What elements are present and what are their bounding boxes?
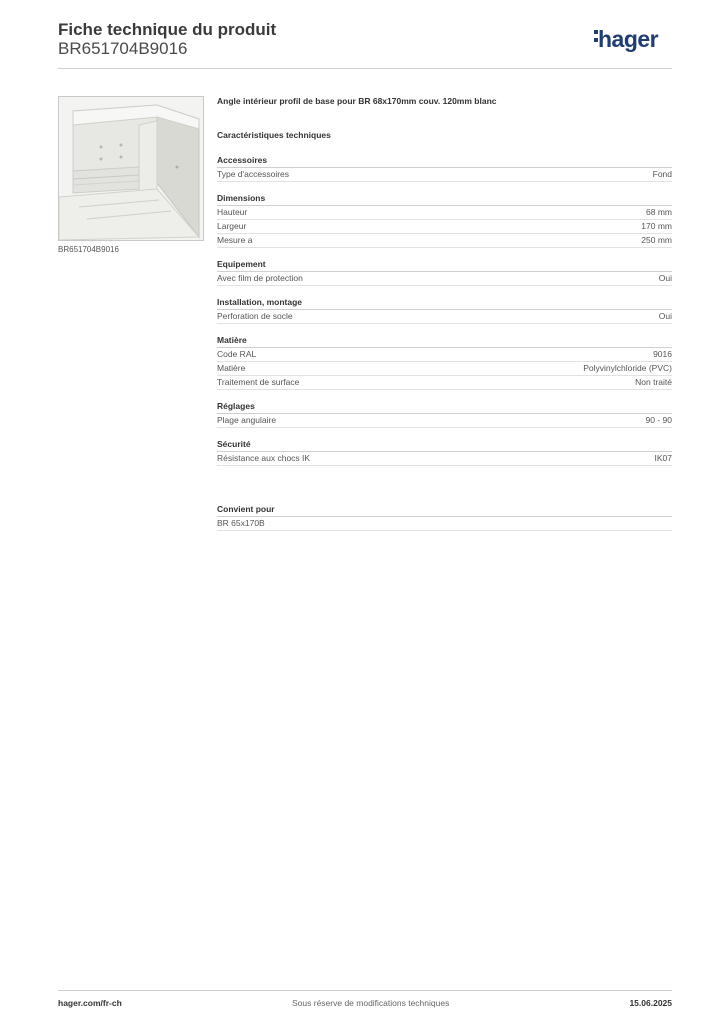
section-title: Sécurité	[217, 439, 672, 452]
footer-website-link[interactable]: hager.com/fr-ch	[58, 998, 122, 1008]
section-title: Réglages	[217, 401, 672, 414]
logo-text: hager	[598, 26, 659, 52]
product-image	[58, 96, 204, 241]
spec-section	[217, 439, 672, 466]
spec-section	[217, 155, 672, 182]
section-title: Dimensions	[217, 193, 672, 206]
section-title: Accessoires	[217, 155, 672, 168]
spec-label: Code RAL	[217, 349, 257, 359]
compatibility-title: Convient pour	[217, 504, 672, 517]
spec-value: Oui	[658, 311, 672, 321]
spec-value: Polyvinylchloride (PVC)	[583, 363, 672, 373]
compatibility-list	[217, 517, 672, 531]
footer-divider	[58, 990, 672, 991]
footer-date: 15.06.2025	[629, 998, 672, 1008]
spec-row	[217, 168, 672, 182]
spec-label: Traitement de surface	[217, 377, 300, 387]
spec-value: 250 mm	[641, 235, 672, 245]
spec-label: Hauteur	[217, 207, 248, 217]
spec-value: Non traité	[635, 377, 672, 387]
product-reference: BR651704B9016	[58, 39, 188, 58]
hager-logo	[594, 26, 658, 53]
product-illustration-icon	[59, 97, 203, 240]
spec-label: Matière	[217, 363, 246, 373]
spec-section	[217, 193, 672, 248]
spec-label: Largeur	[217, 221, 247, 231]
footer-disclaimer: Sous réserve de modifications techniques	[292, 998, 450, 1008]
spec-row	[217, 206, 672, 220]
compatibility-section	[217, 504, 672, 531]
technical-characteristics-heading: Caractéristiques techniques	[217, 130, 331, 140]
spec-value: 90 - 90	[645, 415, 672, 425]
spec-value: 68 mm	[646, 207, 672, 217]
spec-label: Mesure a	[217, 235, 253, 245]
spec-section	[217, 335, 672, 390]
spec-label: Résistance aux chocs IK	[217, 453, 311, 463]
spec-value: 170 mm	[641, 221, 672, 231]
spec-value: Fond	[652, 169, 672, 179]
compatible-product-label: BR 65x170B	[217, 518, 265, 528]
section-title: Equipement	[217, 259, 672, 272]
spec-row	[217, 362, 672, 376]
spec-value: Oui	[658, 273, 672, 283]
spec-label: Type d'accessoires	[217, 169, 290, 179]
compatible-product	[217, 517, 672, 531]
spec-value: 9016	[653, 349, 672, 359]
spec-label: Plage angulaire	[217, 415, 277, 425]
spec-row	[217, 414, 672, 428]
spec-row	[217, 348, 672, 362]
spec-row	[217, 452, 672, 466]
product-details	[217, 96, 672, 531]
product-description: Angle intérieur profil de base pour BR 68x170mm couv. 120mm blanc	[217, 96, 497, 106]
header-divider	[58, 68, 672, 69]
section-title: Matière	[217, 335, 672, 348]
page-title: Fiche technique du produit	[58, 20, 277, 39]
spec-section	[217, 297, 672, 324]
spec-label: Avec film de protection	[217, 273, 303, 283]
logo-colon-icon	[594, 27, 598, 46]
image-caption: BR651704B9016	[58, 245, 119, 254]
characteristics-sections	[217, 155, 672, 466]
spec-section	[217, 259, 672, 286]
section-title: Installation, montage	[217, 297, 672, 310]
spec-label: Perforation de socle	[217, 311, 293, 321]
spec-row	[217, 234, 672, 248]
spec-row	[217, 376, 672, 390]
spec-value: IK07	[654, 453, 672, 463]
spec-row	[217, 310, 672, 324]
spec-row	[217, 220, 672, 234]
spec-section	[217, 401, 672, 428]
spec-row	[217, 272, 672, 286]
